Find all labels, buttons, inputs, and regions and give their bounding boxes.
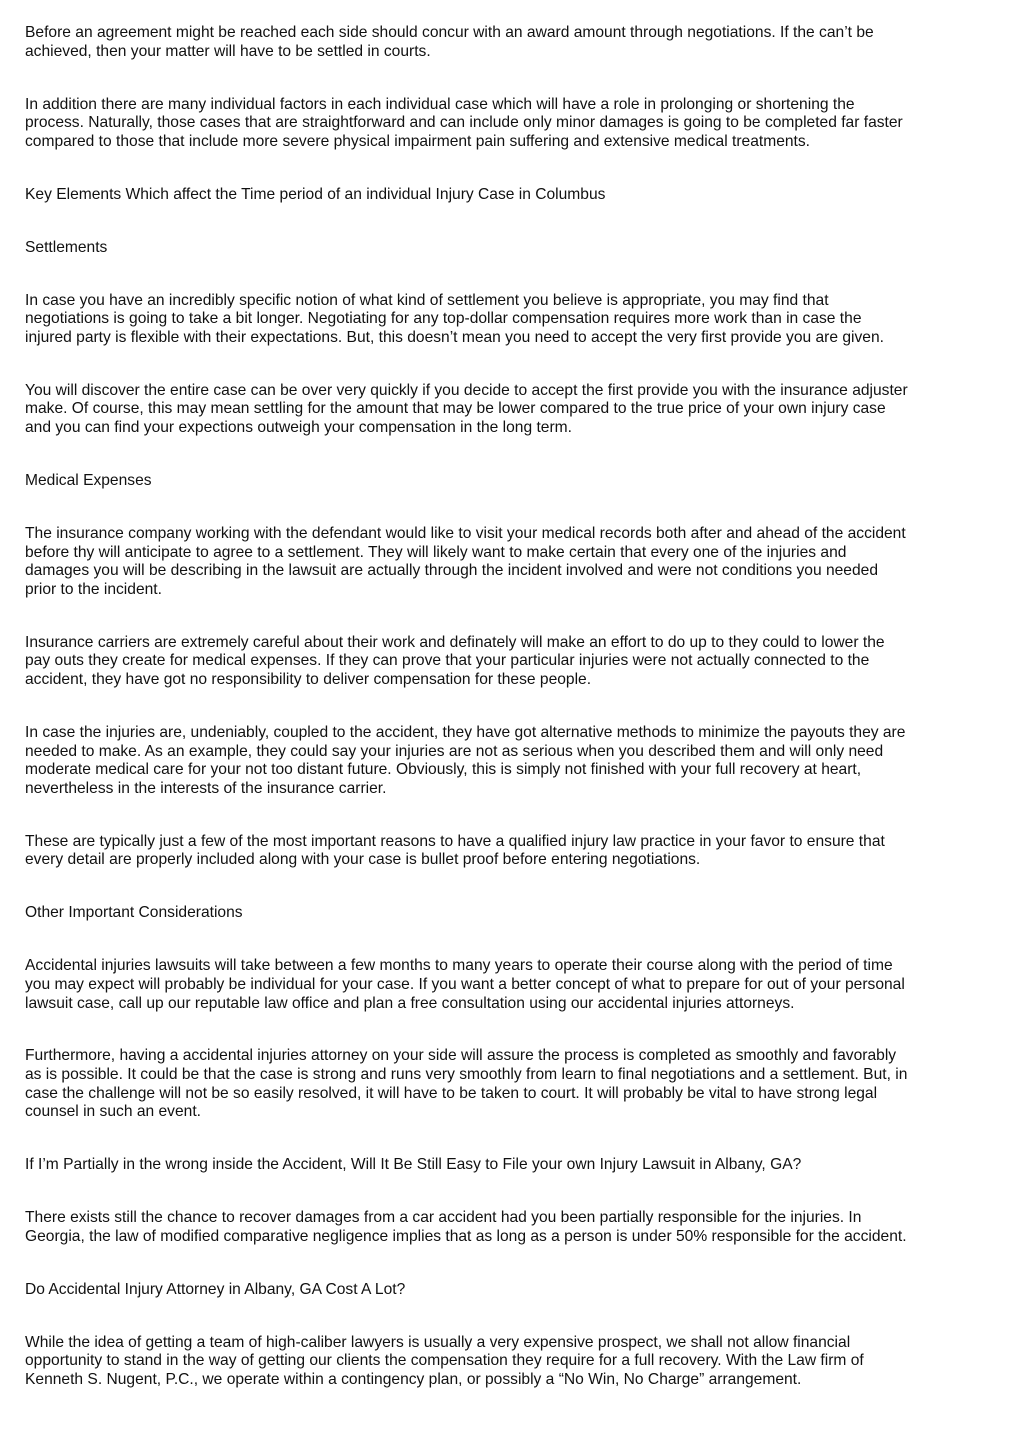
text-line: accident, they have got no responsibility to deliver compensation for these people.	[25, 671, 592, 688]
text-line: If I’m Partially in the wrong inside the Accident, Will It Be Still Easy to File your own Injury Lawsuit in Albany, GA?	[25, 1156, 802, 1174]
document-body	[25, 24, 1004, 1390]
paragraph	[25, 525, 1004, 599]
text-line: negotiations is going to take a bit longer. Negotiating for any top-dollar compensation requires more work than in case the	[25, 310, 862, 328]
paragraph	[25, 382, 1004, 438]
text-line: Key Elements Which affect the Time period of an individual Injury Case in Columbus	[25, 185, 606, 203]
text-line: counsel in such an event.	[25, 1103, 201, 1121]
text-line: Kenneth S. Nugent, P.C., we operate within a contingency plan, or possibly a “No Win, No Charge” arrangement.	[25, 1370, 802, 1388]
text-line: you may expect will probably be individual for your case. If you want a better concept of what to prepare for out of your personal	[25, 975, 905, 993]
section-heading	[25, 186, 1004, 205]
text-line: and you can find your expections outweigh your compensation in the long term.	[25, 419, 572, 437]
paragraph	[25, 1334, 1004, 1390]
paragraph	[25, 24, 1004, 61]
section-heading	[25, 1281, 1004, 1300]
text-line: Medical Expenses	[25, 472, 152, 490]
text-line: Insurance carriers are extremely careful about their work and definately will make an effort to do up to they could to lower the	[25, 633, 885, 651]
section-heading	[25, 472, 1004, 491]
text-line: These are typically just a few of the most important reasons to have a qualified injury law practice in your favor to ensure that	[25, 832, 885, 850]
paragraph	[25, 96, 1004, 152]
text-line: Furthermore, having a accidental injuries attorney on your side will assure the process is completed as smoothly and favorably	[25, 1047, 897, 1065]
text-line: case the challenge will not be so easily resolved, it will have to be taken to court. It will probably be vital to have strong legal	[25, 1084, 878, 1102]
text-line: damages you will be describing in the lawsuit are actually through the incident involved and were not conditions you needed	[25, 562, 878, 580]
text-line: Settlements	[25, 238, 108, 256]
text-line: achieved, then your matter will have to be settled in courts.	[25, 42, 431, 60]
text-line: injured party is flexible with their expectations. But, this doesn’t mean you need to accept the very first provide you are given.	[25, 328, 884, 346]
text-line: process. Naturally, those cases that are straightforward and can include only minor damages is going to be completed far faster	[25, 114, 903, 132]
text-line: There exists still the chance to recover damages from a car accident had you been partially responsible for the injuries. In	[25, 1209, 862, 1227]
text-line: every detail are properly included along with your case is bullet proof before entering negotiations.	[25, 851, 701, 869]
text-line: before thy will anticipate to agree to a settlement. They will likely want to make certain that every one of the injuries and	[25, 543, 847, 561]
text-line: In case you have an incredibly specific notion of what kind of settlement you believe is appropriate, you may find that	[25, 291, 829, 309]
section-heading	[25, 239, 1004, 258]
text-line: opportunity to stand in the way of getting our clients the compensation they require for a full recovery. With the Law firm of	[25, 1352, 864, 1370]
text-line: The insurance company working with the defendant would like to visit your medical records both after and ahead of the accident	[25, 525, 906, 543]
text-line: pay outs they create for medical expenses. If they can prove that your particular injuries were not actually connected to the	[25, 652, 870, 670]
paragraph	[25, 634, 1004, 690]
paragraph	[25, 724, 1004, 798]
text-line: Before an agreement might be reached each side should concur with an award amount through negotiations. If the can’t be	[25, 24, 874, 41]
paragraph	[25, 957, 1004, 1013]
text-line: In addition there are many individual factors in each individual case which will have a role in prolonging or shortening the	[25, 95, 855, 113]
text-line: While the idea of getting a team of high-caliber lawyers is usually a very expensive prospect, we shall not allow financial	[25, 1333, 851, 1351]
paragraph	[25, 292, 1004, 348]
text-line: nevertheless in the interests of the insurance carrier.	[25, 779, 387, 797]
text-line: In case the injuries are, undeniably, coupled to the accident, they have got alternative methods to minimize the payouts they are	[25, 723, 906, 741]
text-line: needed to make. As an example, they could say your injuries are not as serious when you described them and will only need	[25, 742, 884, 760]
paragraph	[25, 1209, 1004, 1246]
paragraph	[25, 833, 1004, 870]
text-line: compared to those that include more severe physical impairment pain suffering and extensive medical treatments.	[25, 132, 811, 150]
text-line: prior to the incident.	[25, 580, 162, 598]
text-line: Georgia, the law of modified comparative negligence implies that as long as a person is under 50% responsible for the accident.	[25, 1227, 907, 1245]
text-line: Accidental injuries lawsuits will take between a few months to many years to operate their course along with the period of time	[25, 957, 893, 975]
text-line: Do Accidental Injury Attorney in Albany, GA Cost A Lot?	[25, 1280, 406, 1298]
text-line: You will discover the entire case can be over very quickly if you decide to accept the first provide you with the insurance adjuster	[25, 381, 908, 399]
paragraph	[25, 1047, 1004, 1121]
section-heading	[25, 1156, 1004, 1175]
text-line: Other Important Considerations	[25, 904, 243, 922]
text-line: moderate medical care for your not too distant future. Obviously, this is simply not finished with your full recovery at heart,	[25, 761, 862, 779]
text-line: lawsuit case, call up our reputable law office and plan a free consultation using our accidental injuries attorneys.	[25, 994, 795, 1012]
text-line: as is possible. It could be that the case is strong and runs very smoothly from learn to final negotiations and a settlement. But, in	[25, 1066, 908, 1084]
text-line: make. Of course, this may mean settling for the amount that may be lower compared to the true price of your own injury case	[25, 400, 886, 418]
section-heading	[25, 904, 1004, 923]
